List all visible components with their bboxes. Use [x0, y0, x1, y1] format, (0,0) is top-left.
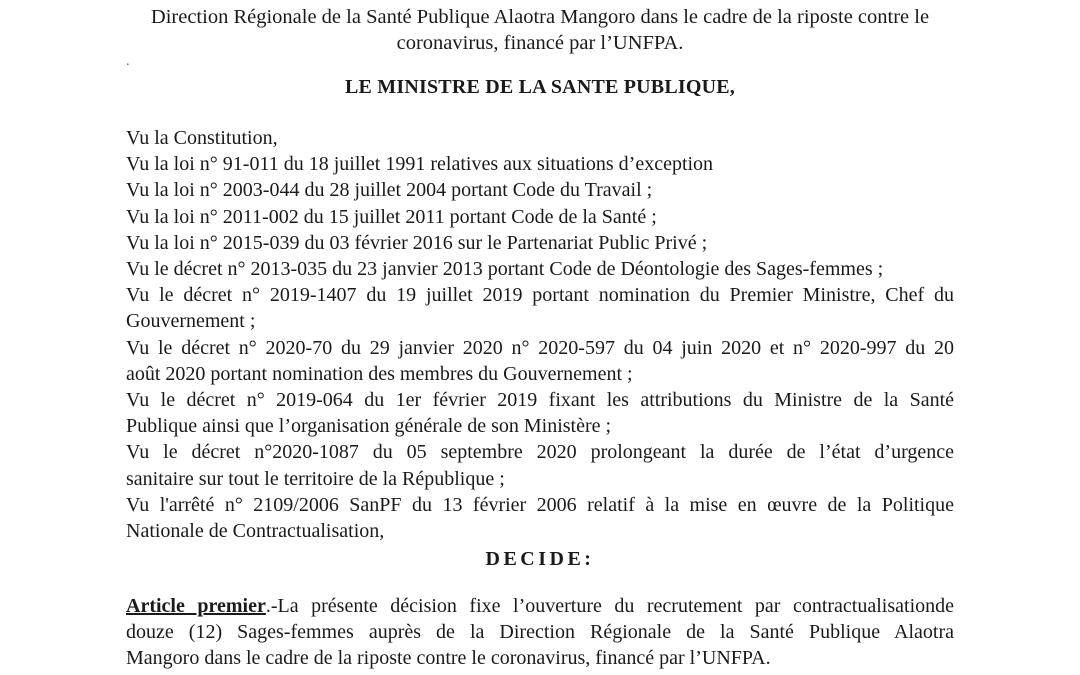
visa-list	[126, 125, 954, 544]
article-line-2: douze (12) Sages-femmes auprès de la Direction Régionale de la Santé Publique Alaotra	[126, 621, 954, 644]
visa-line: Publique ainsi que l’organisation générale de son Ministère ;	[126, 415, 612, 438]
visa-line: Vu le décret n° 2020-70 du 29 janvier 2020 n° 2020-597 du 04 juin 2020 et n° 2020-997 du 20	[126, 336, 954, 359]
article-line-1	[126, 593, 954, 619]
visa-line: Vu la loi n° 2003-044 du 28 juillet 2004 portant Code du Travail ;	[126, 179, 653, 202]
visa-line: Vu le décret n° 2019-064 du 1er février 2019 fixant les attributions du Ministre de la Santé	[126, 389, 954, 412]
visa-line: Vu la loi n° 2015-039 du 03 février 2016 sur le Partenariat Public Privé ;	[126, 231, 708, 254]
article-line-3: Mangoro dans le cadre de la riposte contre le coronavirus, financé par l’UNFPA.	[126, 647, 771, 670]
article-label: Article premier	[126, 595, 266, 617]
header-line-1: Direction Régionale de la Santé Publique Alaotra Mangoro dans le cadre de la riposte contre le	[150, 6, 930, 28]
visa-line: Vu la loi n° 2011-002 du 15 juillet 2011 portant Code de la Santé ;	[126, 205, 657, 228]
visa-line: Vu le décret n° 2013-035 du 23 janvier 2013 portant Code de Déontologie des Sages-femmes ;	[126, 258, 884, 281]
article-text: .-La présente décision fixe l’ouverture du recrutement par contractualisationde	[265, 595, 954, 617]
visa-line: Vu la Constitution,	[126, 127, 278, 149]
visa-line: sanitaire sur tout le territoire de la République ;	[126, 467, 505, 490]
visa-line: août 2020 portant nomination des membres du Gouvernement ;	[126, 362, 633, 385]
visa-line: Gouvernement ;	[126, 310, 256, 333]
article-premier	[126, 593, 954, 672]
visa-line: Vu le décret n° 2019-1407 du 19 juillet 2019 portant nomination du Premier Ministre, Chef du	[126, 284, 954, 307]
page-title: LE MINISTRE DE LA SANTE PUBLIQUE,	[344, 76, 736, 98]
visa-line: Nationale de Contractualisation,	[126, 520, 385, 543]
visa-line: Vu la loi n° 91-011 du 18 juillet 1991 relatives aux situations d’exception	[126, 153, 714, 176]
visa-line: Vu le décret n°2020-1087 du 05 septembre 2020 prolongeant la durée de l’état d’urgence	[126, 441, 954, 464]
stray-dot: .	[126, 54, 130, 69]
visa-line: Vu l'arrêté n° 2109/2006 SanPF du 13 février 2006 relatif à la mise en œuvre de la Politique	[126, 493, 954, 516]
decide-heading: DECIDE:	[485, 548, 595, 570]
header-line-2: coronavirus, financé par l’UNFPA.	[396, 32, 684, 54]
